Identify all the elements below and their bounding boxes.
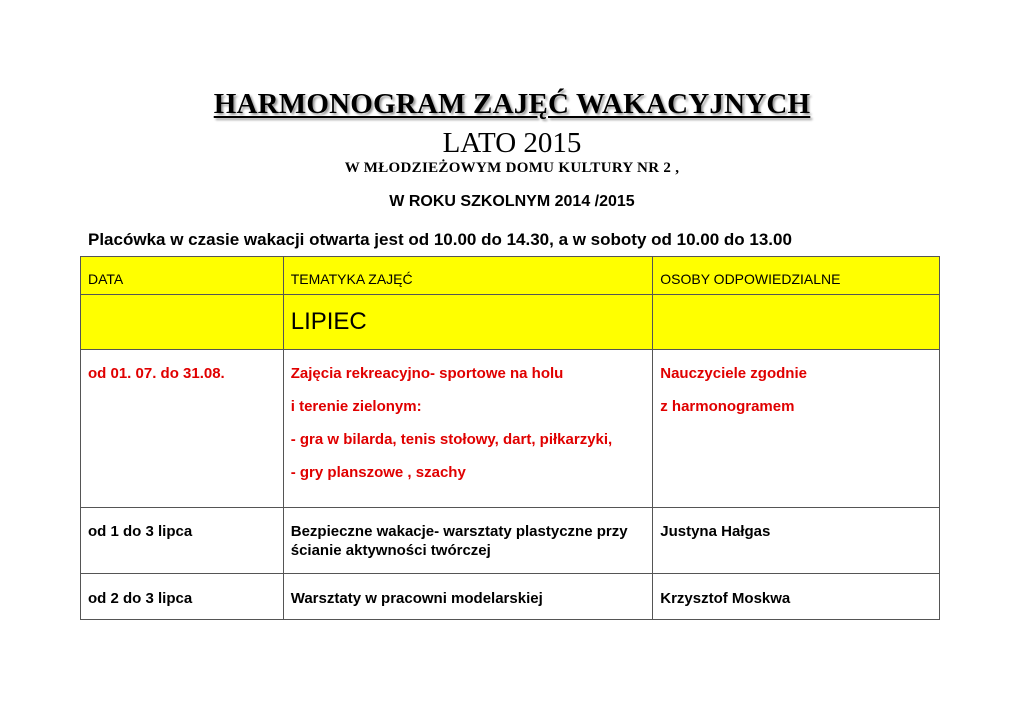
topic-line: i terenie zielonym:	[290, 398, 422, 415]
row-person	[653, 350, 940, 508]
month-label: LIPIEC	[290, 308, 367, 335]
row-date: od 1 do 3 lipca	[81, 508, 284, 574]
row-topic: Bezpieczne wakacje- warsztaty plastyczne przy ścianie aktywności twórczej	[283, 508, 653, 574]
document-title: HARMONOGRAM ZAJĘĆ WAKACYJNYCH	[213, 88, 811, 120]
column-header-topic: TEMATYKA ZAJĘĆ	[283, 257, 653, 295]
month-cell-empty	[653, 295, 940, 350]
row-topic: Warsztaty w pracowni modelarskiej	[283, 574, 653, 620]
column-header-date: DATA	[81, 257, 284, 295]
school-year: W ROKU SZKOLNYM 2014 /2015	[389, 193, 635, 210]
row-date: od 2 do 3 lipca	[81, 574, 284, 620]
row-person: Justyna Hałgas	[653, 508, 940, 574]
row-date: od 01. 07. do 31.08.	[81, 350, 284, 508]
row-topic	[283, 350, 653, 508]
schedule-table	[80, 256, 940, 620]
table-header-row	[81, 257, 940, 295]
institution-name: W MŁODZIEŻOWYM DOMU KULTURY NR 2 ,	[344, 160, 680, 176]
opening-hours-note: Placówka w czasie wakacji otwarta jest od 10.00 do 14.30, a w soboty od 10.00 do 13.00	[88, 230, 792, 249]
month-cell-empty	[81, 295, 284, 350]
row-person: Krzysztof Moskwa	[653, 574, 940, 620]
topic-line: - gra w bilarda, tenis stołowy, dart, piłkarzyki,	[290, 431, 613, 448]
table-row	[81, 508, 940, 574]
document-subtitle: LATO 2015	[442, 127, 582, 159]
table-row	[81, 350, 940, 508]
month-cell	[283, 295, 653, 350]
person-line: Nauczyciele zgodnie	[660, 365, 807, 382]
column-header-person: OSOBY ODPOWIEDZIALNE	[653, 257, 940, 295]
month-row	[81, 295, 940, 350]
person-line: z harmonogramem	[660, 398, 795, 415]
topic-line: Zajęcia rekreacyjno- sportowe na holu	[290, 365, 564, 382]
table-row	[81, 574, 940, 620]
topic-line: - gry planszowe , szachy	[290, 464, 466, 481]
